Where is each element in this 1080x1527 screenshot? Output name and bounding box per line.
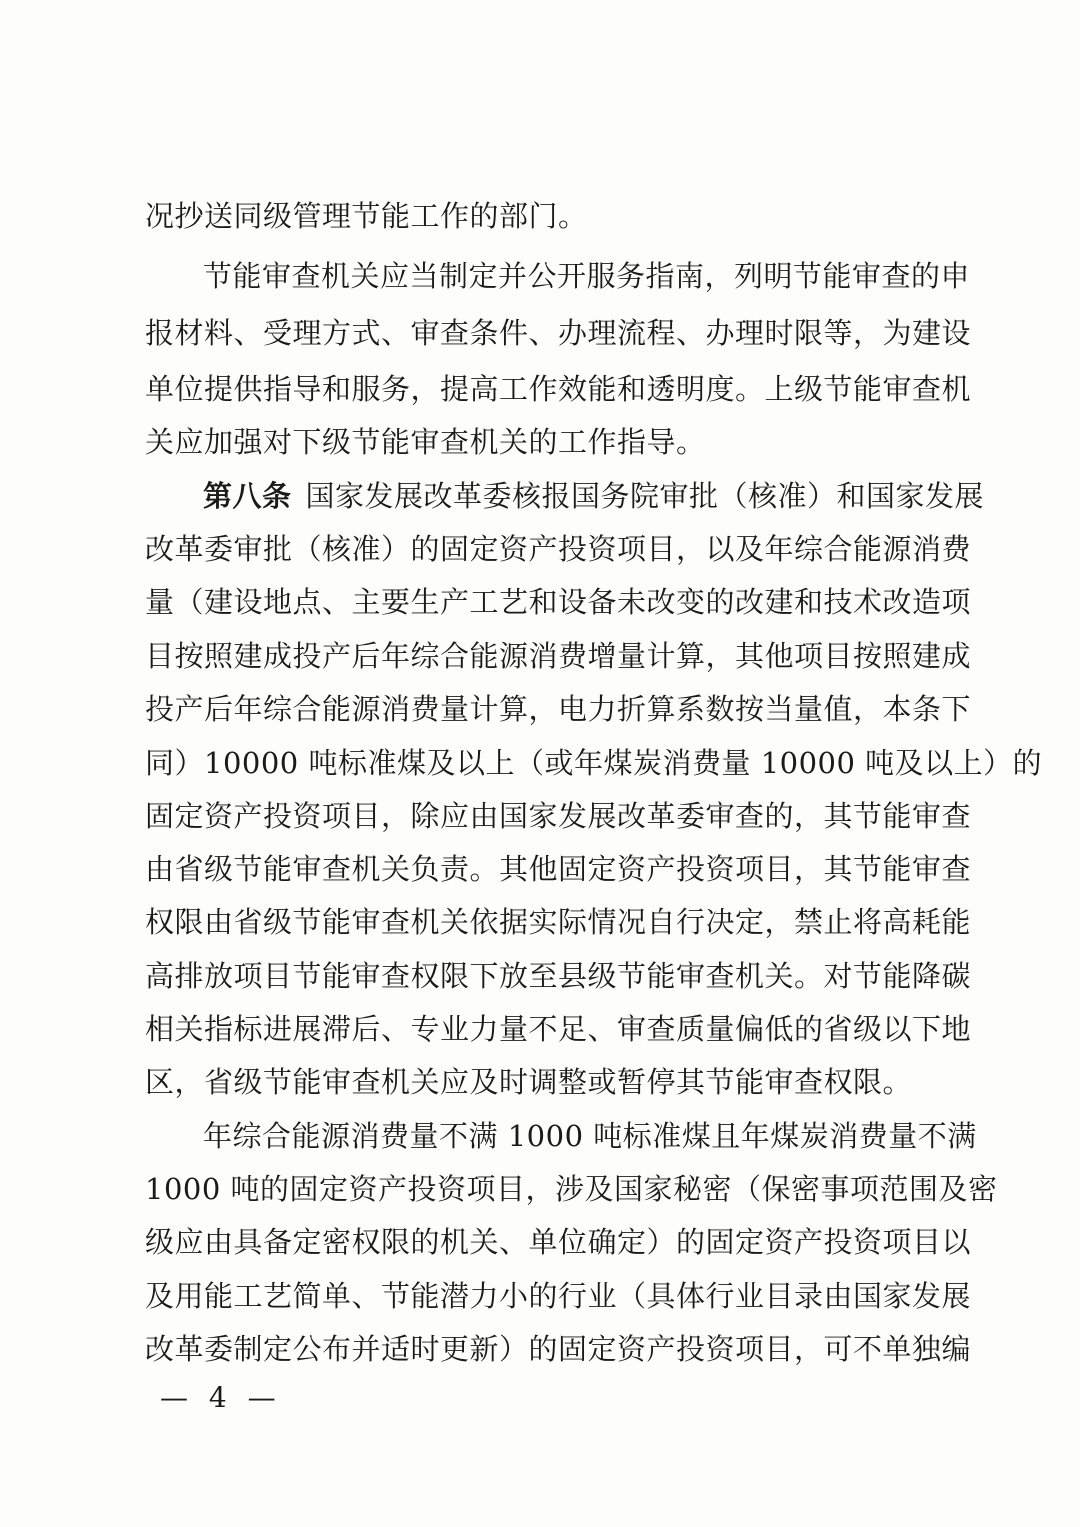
text-line: 单位提供指导和服务，提高工作效能和透明度。上级节能审查机	[145, 372, 972, 406]
text-line: 关应加强对下级节能审查机关的工作指导。	[145, 425, 706, 459]
text-line: 相关指标进展滞后、专业力量不足、审查质量偏低的省级以下地	[145, 1012, 972, 1046]
text-line: 权限由省级节能审查机关依据实际情况自行决定，禁止将高耗能	[145, 905, 972, 939]
text-line: 固定资产投资项目，除应由国家发展改革委审查的，其节能审查	[145, 799, 972, 833]
text-line: 1000 吨的固定资产投资项目，涉及国家秘密（保密事项范围及密	[145, 1172, 998, 1206]
text-line: 由省级节能审查机关负责。其他固定资产投资项目，其节能审查	[145, 852, 972, 886]
text-line: 目按照建成投产后年综合能源消费增量计算，其他项目按照建成	[145, 639, 972, 673]
text-line: 投产后年综合能源消费量计算，电力折算系数按当量值，本条下	[145, 692, 972, 726]
text-line: 区，省级节能审查机关应及时调整或暂停其节能审查权限。	[145, 1065, 913, 1099]
text-line: 报材料、受理方式、审查条件、办理流程、办理时限等，为建设	[145, 316, 972, 350]
text-line: 节能审查机关应当制定并公开服务指南，列明节能审查的申	[203, 259, 971, 293]
text-line: 高排放项目节能审查权限下放至县级节能审查机关。对节能降碳	[145, 959, 972, 993]
text-line: 改革委审批（核准）的固定资产投资项目，以及年综合能源消费	[145, 532, 972, 566]
page-number: — 4 —	[160, 1381, 282, 1414]
article-heading: 第八条	[203, 479, 292, 513]
text-line: 况抄送同级管理节能工作的部门。	[145, 199, 588, 233]
article-first-line	[203, 476, 985, 516]
text-line: 同）10000 吨标准煤及以上（或年煤炭消费量 10000 吨及以上）的	[145, 746, 1043, 780]
text-line: 年综合能源消费量不满 1000 吨标准煤且年煤炭消费量不满	[203, 1119, 977, 1153]
text-line: 级应由具备定密权限的机关、单位确定）的固定资产投资项目以	[145, 1225, 972, 1259]
text-line: 量（建设地点、主要生产工艺和设备未改变的改建和技术改造项	[145, 585, 972, 619]
text-line: 改革委制定公布并适时更新）的固定资产投资项目，可不单独编	[145, 1332, 972, 1366]
text-line: 及用能工艺简单、节能潜力小的行业（具体行业目录由国家发展	[145, 1279, 972, 1313]
text-line: 国家发展改革委核报国务院审批（核准）和国家发展	[305, 479, 985, 513]
